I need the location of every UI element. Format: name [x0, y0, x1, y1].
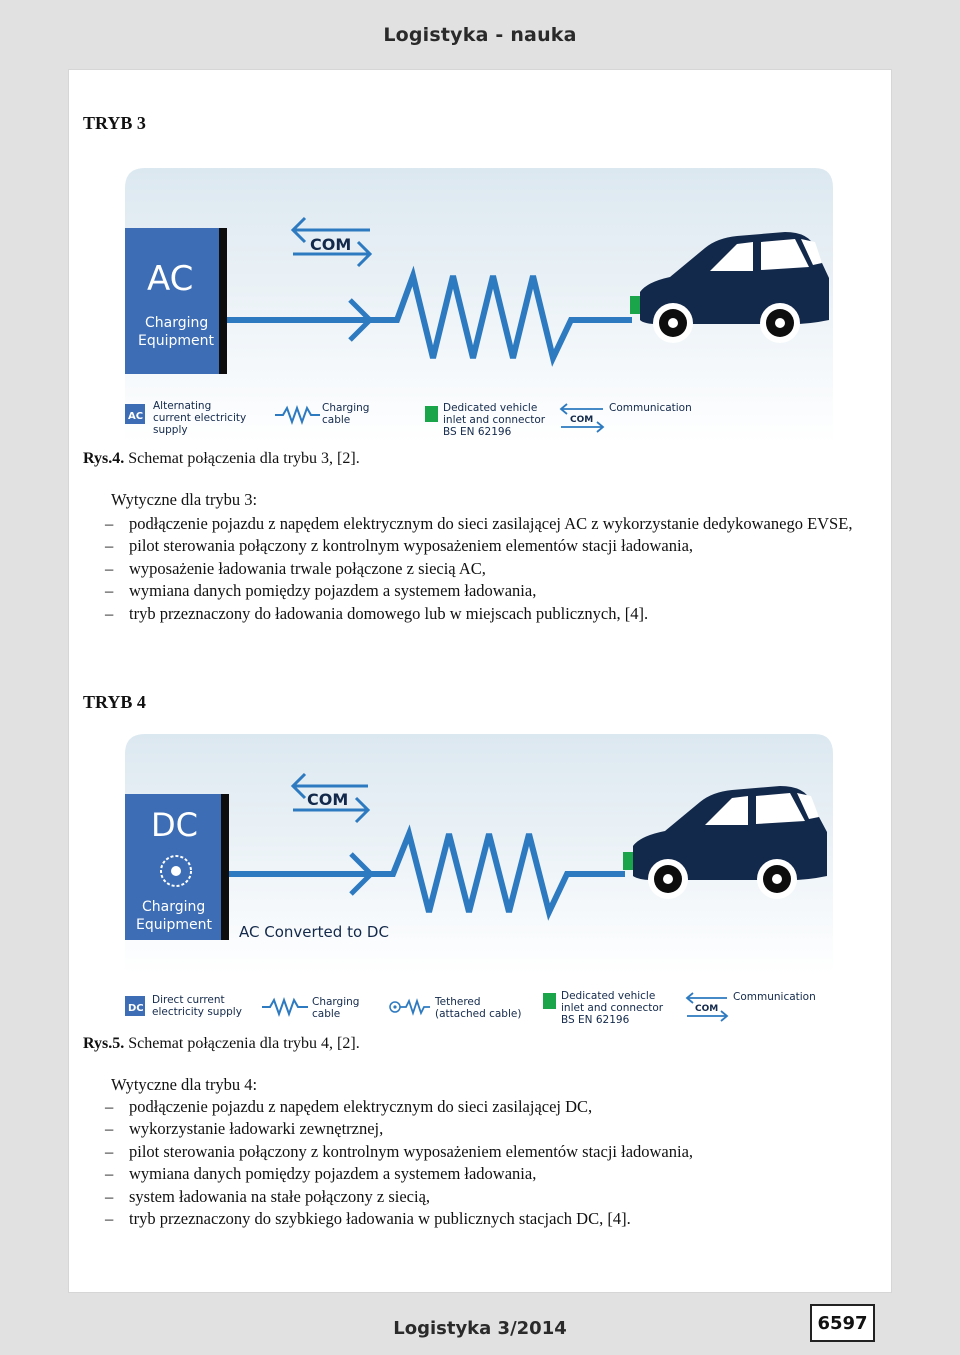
guidelines-intro-mode3: Wytyczne dla trybu 3: [111, 490, 258, 509]
running-header: Logistyka - nauka [383, 24, 577, 46]
figure-caption-mode4: Rys.5. Schemat połączenia dla trybu 4, [2]. [83, 1035, 360, 1052]
svg-text:Dedicated vehicle: Dedicated vehicle [443, 402, 538, 414]
figure-caption-mode3: Rys.4. Schemat połączenia dla trybu 3, [2]. [83, 450, 360, 467]
box-subtitle-line1: Charging [142, 899, 206, 915]
legend [125, 990, 816, 1026]
list-item: – tryb przeznaczony do ładowania domowego lub w miejscach publicznych, [4]. [105, 603, 879, 625]
list-item: – tryb przeznaczony do szybkiego ładowania w publicznych stacjach DC, [4]. [105, 1208, 879, 1230]
legend-item-communication [687, 991, 816, 1021]
svg-text:AC: AC [128, 411, 144, 422]
svg-text:Direct current: Direct current [152, 994, 225, 1006]
svg-text:Alternating: Alternating [153, 400, 212, 412]
svg-text:BS EN 62196: BS EN 62196 [443, 426, 512, 438]
green-square-icon [543, 993, 556, 1009]
tethered-cable-icon [390, 1001, 430, 1013]
list-item: – pilot sterowania połączony z kontrolnym wyposażeniem elementów stacji ładowania, [105, 535, 879, 557]
guidelines-list-mode4 [105, 1096, 879, 1230]
box-subtitle-line2: Equipment [138, 333, 214, 349]
figure-mode4-diagram [125, 734, 835, 1029]
green-square-icon [425, 406, 438, 422]
svg-text:Dedicated vehicle: Dedicated vehicle [561, 990, 656, 1002]
list-item: – pilot sterowania połączony z kontrolnym wyposażeniem elementów stacji ładowania, [105, 1141, 879, 1163]
legend-item-charging-cable [262, 996, 359, 1020]
box-title: DC [151, 806, 198, 844]
guidelines-intro-mode4: Wytyczne dla trybu 4: [111, 1075, 258, 1094]
svg-text:Charging: Charging [322, 402, 370, 414]
dc-charging-equipment-box [125, 794, 229, 940]
list-item: – wykorzystanie ładowarki zewnętrznej, [105, 1118, 879, 1140]
list-item: – system ładowania na stałe połączony z siecią, [105, 1186, 879, 1208]
svg-text:inlet and connector: inlet and connector [443, 414, 546, 426]
legend-item-dc [125, 994, 242, 1018]
list-item: – wymiana danych pomiędzy pojazdem a systemem ładowania, [105, 580, 879, 602]
com-label: COM [307, 790, 349, 809]
svg-text:inlet and connector: inlet and connector [561, 1002, 664, 1014]
list-item: – podłączenie pojazdu z napędem elektrycznym do sieci zasilającej DC, [105, 1096, 879, 1118]
svg-text:cable: cable [312, 1008, 341, 1020]
journal-footer: Logistyka 3/2014 [393, 1318, 567, 1339]
svg-text:supply: supply [153, 424, 188, 436]
svg-text:Tethered: Tethered [435, 996, 481, 1008]
svg-text:Communication: Communication [609, 402, 692, 414]
svg-text:cable: cable [322, 414, 351, 426]
list-item: – wyposażenie ładowania trwale połączone z siecią AC, [105, 558, 879, 580]
ac-charging-equipment-box [125, 228, 227, 374]
list-item: – podłączenie pojazdu z napędem elektrycznym do sieci zasilającej AC z wykorzystanie dedykowanego EVSE, [105, 513, 879, 535]
legend-item-tethered [390, 996, 521, 1020]
box-subtitle-line1: Charging [145, 315, 209, 331]
svg-text:COM: COM [570, 415, 594, 425]
ac-converted-label: AC Converted to DC [239, 923, 389, 941]
svg-text:COM: COM [695, 1004, 719, 1014]
guidelines-list-mode3 [105, 513, 879, 625]
box-title: AC [147, 259, 194, 299]
section-heading-mode3: TRYB 3 [83, 113, 146, 133]
page-sheet [68, 69, 892, 1293]
legend-item-inlet [543, 990, 664, 1026]
page-number: 6597 [810, 1304, 875, 1342]
section-heading-mode4: TRYB 4 [83, 692, 146, 712]
box-subtitle-line2: Equipment [136, 917, 212, 933]
zigzag-cable-icon [262, 1000, 308, 1014]
svg-text:BS EN 62196: BS EN 62196 [561, 1014, 630, 1026]
svg-text:electricity supply: electricity supply [152, 1006, 242, 1018]
svg-text:Communication: Communication [733, 991, 816, 1003]
com-label: COM [310, 235, 352, 254]
list-item: – wymiana danych pomiędzy pojazdem a systemem ładowania, [105, 1163, 879, 1185]
figure-mode3-diagram [125, 168, 835, 443]
svg-text:DC: DC [128, 1003, 144, 1014]
svg-text:Charging: Charging [312, 996, 360, 1008]
svg-text:current electricity: current electricity [153, 412, 247, 424]
svg-text:(attached cable): (attached cable) [435, 1008, 522, 1020]
